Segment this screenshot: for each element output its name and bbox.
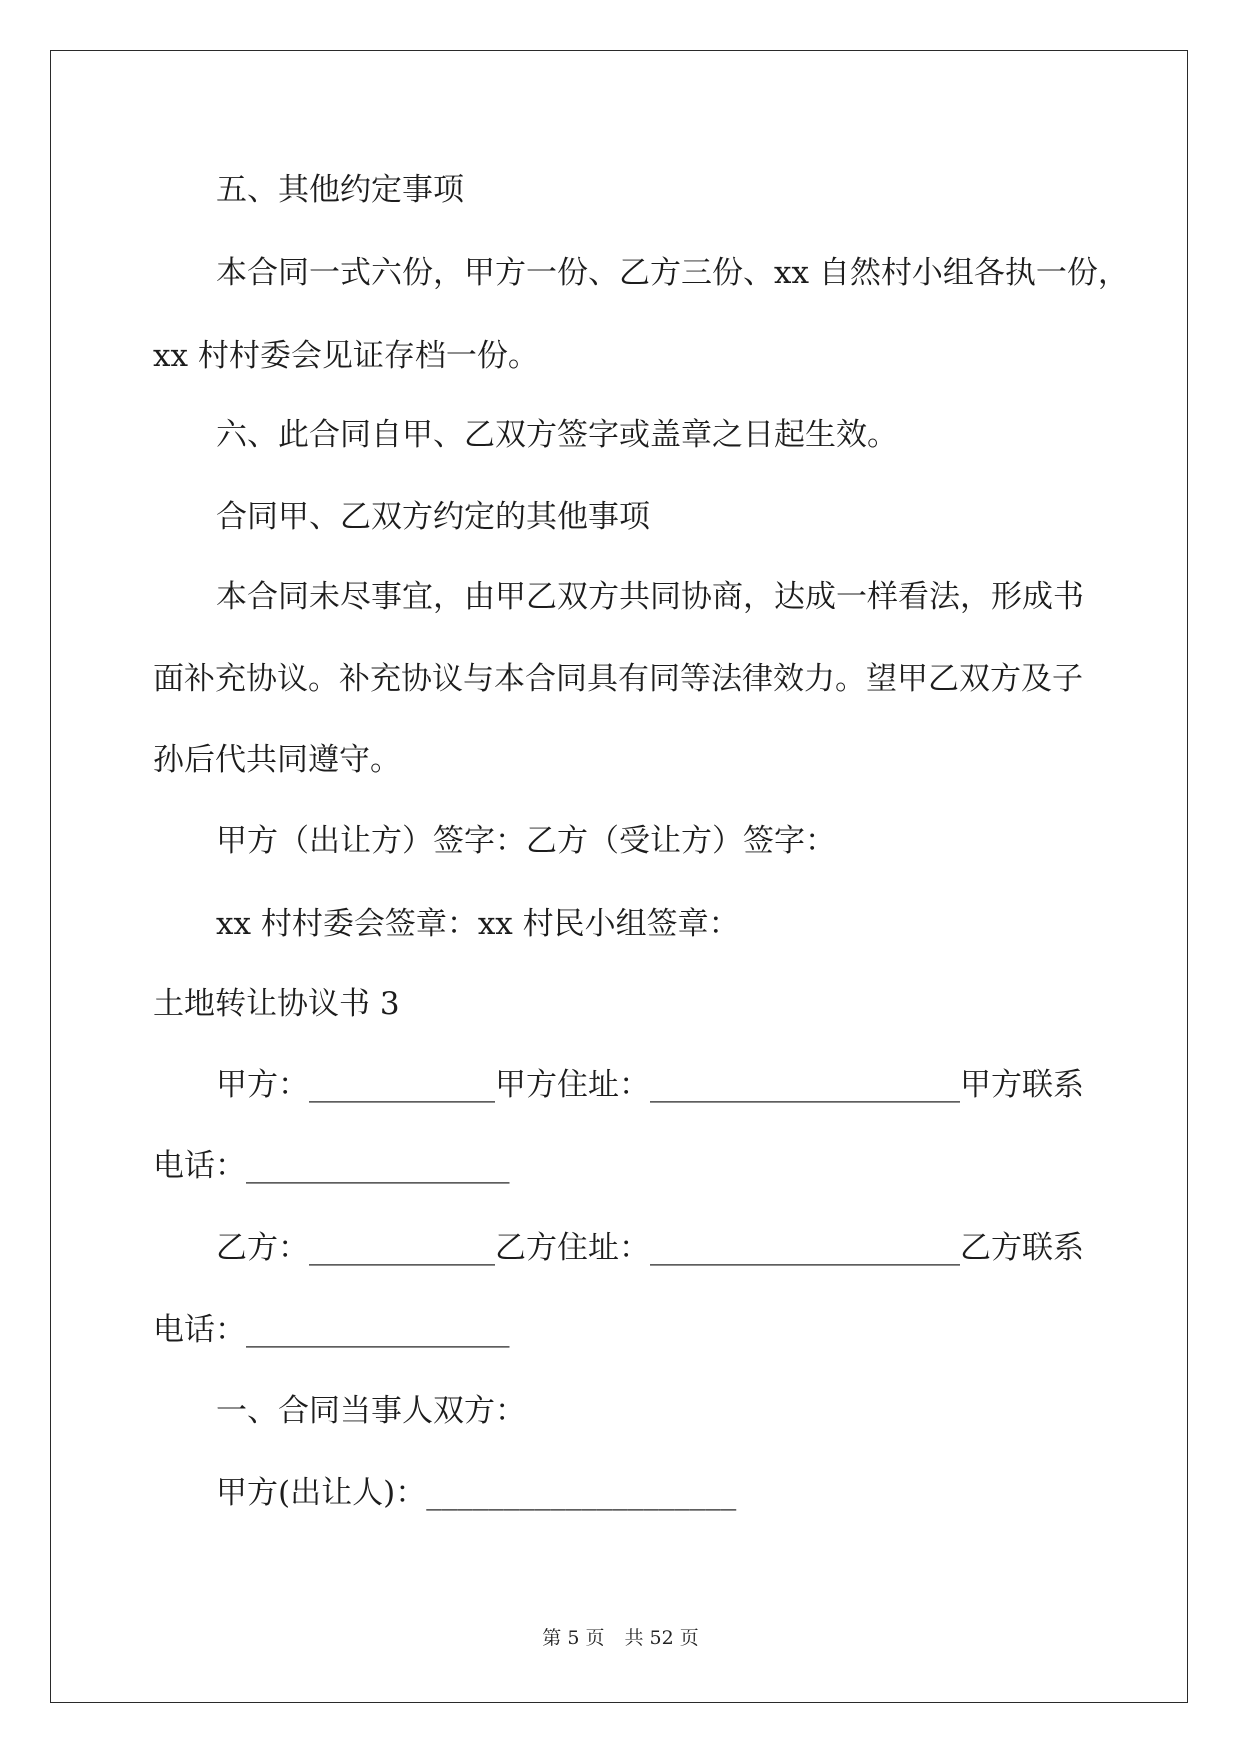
- signature-line-committees: xx 村村委会签章：xx 村民小组签章：: [216, 906, 740, 942]
- page-footer: [0, 1626, 1241, 1650]
- paragraph-line: 本合同一式六份，甲方一份、乙方三份、xx 自然村小组各执一份，: [216, 255, 1129, 291]
- page-border: [50, 50, 1188, 1703]
- section-heading-effective-date: 六、此合同自甲、乙双方签字或盖章之日起生效。: [216, 417, 898, 453]
- total-page-count: 共 52 页: [624, 1627, 699, 1649]
- paragraph-line: xx 村村委会见证存档一份。: [153, 338, 539, 374]
- clause-heading-contract-parties: 一、合同当事人双方：: [216, 1393, 526, 1429]
- party-b-phone-line: 电话：_________________: [153, 1312, 510, 1348]
- paragraph-line: 面补充协议。补充协议与本合同具有同等法律效力。望甲乙双方及子: [153, 661, 1083, 697]
- party-a-info-line: 甲方：____________甲方住址：____________________甲方联系: [216, 1067, 1084, 1103]
- paragraph-line: 孙后代共同遵守。: [153, 742, 401, 778]
- document-title: 土地转让协议书 3: [153, 986, 400, 1022]
- party-b-info-line: 乙方：____________乙方住址：____________________乙方联系: [216, 1230, 1084, 1266]
- section-heading-agreed-matters: 合同甲、乙双方约定的其他事项: [216, 499, 650, 535]
- current-page-number: 第 5 页: [542, 1627, 605, 1649]
- transferor-line: 甲方(出让人)：____________________: [216, 1475, 737, 1511]
- paragraph-line: 本合同未尽事宜，由甲乙双方共同协商，达成一样看法，形成书: [216, 579, 1084, 615]
- section-heading-other-matters: 五、其他约定事项: [216, 172, 464, 208]
- party-a-phone-line: 电话：_________________: [153, 1148, 510, 1184]
- signature-line-parties: 甲方（出让方）签字：乙方（受让方）签字：: [216, 823, 836, 859]
